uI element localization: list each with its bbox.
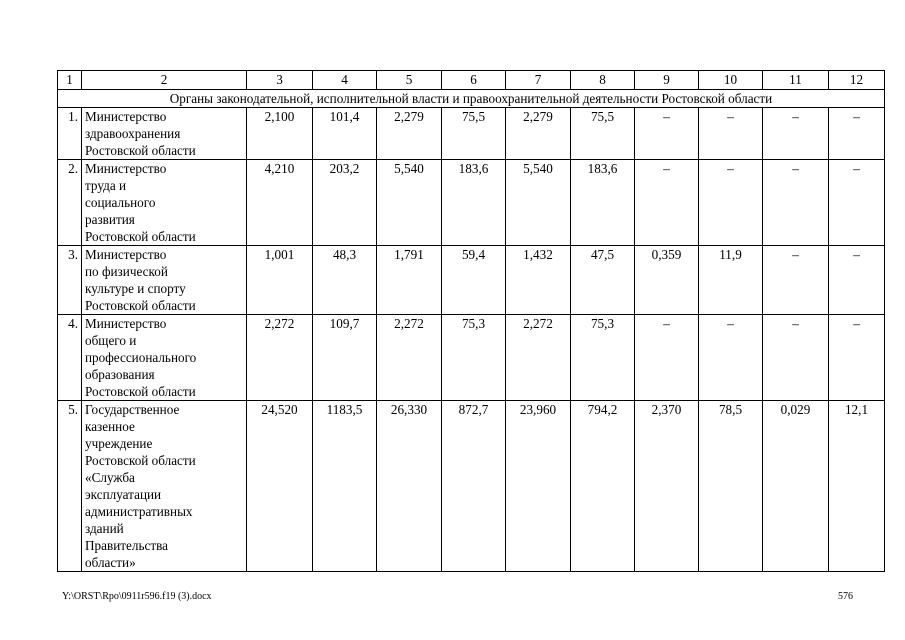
value-cell: 5,540 (506, 160, 571, 246)
organization-name-line: общего и (85, 333, 137, 348)
header-cell: 5 (377, 71, 442, 90)
table-row (58, 401, 885, 572)
organization-name-line: социального (85, 195, 156, 210)
value-cell: – (763, 108, 829, 160)
table-row (58, 315, 885, 401)
organization-name-line: казенное (85, 419, 135, 434)
value-cell: 1,001 (247, 246, 313, 315)
organization-name-line: «Служба (85, 470, 135, 485)
value-cell: 48,3 (313, 246, 377, 315)
footer-file-path: Y:\ORST\Rpo\0911r596.f19 (3).docx (62, 591, 212, 602)
data-table (57, 70, 885, 572)
header-cell: 3 (247, 71, 313, 90)
header-cell: 4 (313, 71, 377, 90)
value-cell: 47,5 (571, 246, 635, 315)
value-cell: 0,029 (763, 401, 829, 572)
header-cell: 10 (699, 71, 763, 90)
value-cell: 26,330 (377, 401, 442, 572)
row-number: 4. (58, 315, 82, 401)
value-cell: 2,100 (247, 108, 313, 160)
value-cell: 75,3 (571, 315, 635, 401)
table-row (58, 160, 885, 246)
value-cell: 59,4 (442, 246, 506, 315)
value-cell: 1183,5 (313, 401, 377, 572)
value-cell: – (829, 160, 885, 246)
organization-name-line: Правительства (85, 538, 168, 553)
header-cell: 12 (829, 71, 885, 90)
row-number: 5. (58, 401, 82, 572)
value-cell: 2,279 (506, 108, 571, 160)
table-row (58, 108, 885, 160)
header-cell: 6 (442, 71, 506, 90)
value-cell: 12,1 (829, 401, 885, 572)
organization-name-line: зданий (85, 521, 124, 536)
value-cell: – (635, 108, 699, 160)
value-cell: 872,7 (442, 401, 506, 572)
value-cell: 183,6 (571, 160, 635, 246)
organization-name-line: здравоохранения (85, 126, 181, 141)
value-cell: 78,5 (699, 401, 763, 572)
organization-name-line: Министерство (85, 247, 167, 262)
organization-name (82, 315, 247, 401)
organization-name-line: административных (85, 504, 193, 519)
value-cell: 109,7 (313, 315, 377, 401)
organization-name-line: профессионального (85, 350, 197, 365)
organization-name-line: Министерство (85, 109, 167, 124)
organization-name-line: учреждение (85, 436, 153, 451)
value-cell: – (699, 160, 763, 246)
value-cell: 2,272 (377, 315, 442, 401)
organization-name-line: Государственное (85, 402, 180, 417)
organization-name-line: развития (85, 212, 135, 227)
value-cell: 1,432 (506, 246, 571, 315)
value-cell: – (829, 108, 885, 160)
header-cell: 8 (571, 71, 635, 90)
value-cell: 2,370 (635, 401, 699, 572)
organization-name (82, 160, 247, 246)
organization-name-line: Ростовской области (85, 298, 196, 313)
value-cell: 75,3 (442, 315, 506, 401)
value-cell: 2,279 (377, 108, 442, 160)
value-cell: – (699, 108, 763, 160)
section-title: Органы законодательной, исполнительной власти и правоохранительной деятельности Ростовской области (58, 90, 885, 108)
organization-name-line: образования (85, 367, 155, 382)
value-cell: 1,791 (377, 246, 442, 315)
organization-name-line: Ростовской области (85, 229, 196, 244)
value-cell: – (763, 160, 829, 246)
organization-name-line: труда и (85, 178, 127, 193)
header-cell: 11 (763, 71, 829, 90)
organization-name-line: Ростовской области (85, 453, 196, 468)
organization-name-line: эксплуатации (85, 487, 162, 502)
value-cell: 2,272 (506, 315, 571, 401)
organization-name-line: Министерство (85, 161, 167, 176)
table-row (58, 246, 885, 315)
organization-name-line: области» (85, 555, 136, 570)
value-cell: 75,5 (442, 108, 506, 160)
value-cell: – (763, 246, 829, 315)
value-cell: – (635, 160, 699, 246)
value-cell: 0,359 (635, 246, 699, 315)
value-cell: 203,2 (313, 160, 377, 246)
row-number: 3. (58, 246, 82, 315)
section-row (58, 90, 885, 108)
organization-name (82, 246, 247, 315)
value-cell: 11,9 (699, 246, 763, 315)
organization-name-line: по физической (85, 264, 168, 279)
value-cell: 794,2 (571, 401, 635, 572)
value-cell: – (763, 315, 829, 401)
organization-name (82, 108, 247, 160)
organization-name-line: Ростовской области (85, 384, 196, 399)
value-cell: 183,6 (442, 160, 506, 246)
header-cell: 9 (635, 71, 699, 90)
table-header-row (58, 71, 885, 90)
value-cell: 5,540 (377, 160, 442, 246)
row-number: 2. (58, 160, 82, 246)
value-cell: – (829, 246, 885, 315)
value-cell: 24,520 (247, 401, 313, 572)
value-cell: – (829, 315, 885, 401)
organization-name (82, 401, 247, 572)
organization-name-line: культуре и спорту (85, 281, 186, 296)
value-cell: – (699, 315, 763, 401)
value-cell: 4,210 (247, 160, 313, 246)
organization-name-line: Министерство (85, 316, 167, 331)
header-cell: 1 (58, 71, 82, 90)
footer-page-number: 576 (838, 591, 853, 602)
value-cell: – (635, 315, 699, 401)
header-cell: 2 (82, 71, 247, 90)
organization-name-line: Ростовской области (85, 143, 196, 158)
value-cell: 75,5 (571, 108, 635, 160)
value-cell: 101,4 (313, 108, 377, 160)
row-number: 1. (58, 108, 82, 160)
value-cell: 23,960 (506, 401, 571, 572)
value-cell: 2,272 (247, 315, 313, 401)
header-cell: 7 (506, 71, 571, 90)
